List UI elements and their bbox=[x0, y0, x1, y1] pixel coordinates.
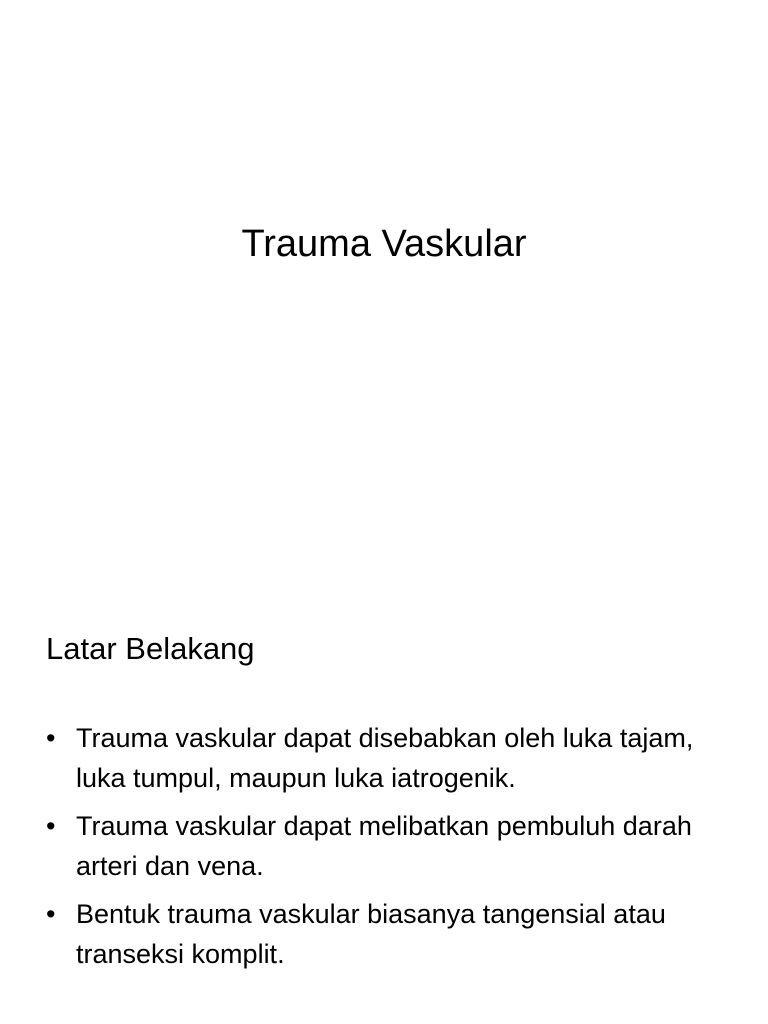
bullet-list bbox=[46, 718, 726, 982]
bullet-icon: • bbox=[46, 899, 56, 929]
bullet-item bbox=[46, 894, 726, 974]
slide-title: Trauma Vaskular bbox=[241, 223, 527, 265]
bullet-text: Trauma vaskular dapat melibatkan pembuluh darah arteri dan vena. bbox=[76, 811, 692, 881]
section-heading: Latar Belakang bbox=[46, 631, 255, 666]
bullet-text: Trauma vaskular dapat disebabkan oleh luka tajam, luka tumpul, maupun luka iatrogenik. bbox=[76, 723, 694, 793]
bullet-item bbox=[46, 806, 726, 886]
bullet-text: Bentuk trauma vaskular biasanya tangensial atau transeksi komplit. bbox=[76, 899, 666, 969]
bullet-item bbox=[46, 718, 726, 798]
bullet-icon: • bbox=[46, 811, 56, 841]
bullet-icon: • bbox=[46, 723, 56, 753]
